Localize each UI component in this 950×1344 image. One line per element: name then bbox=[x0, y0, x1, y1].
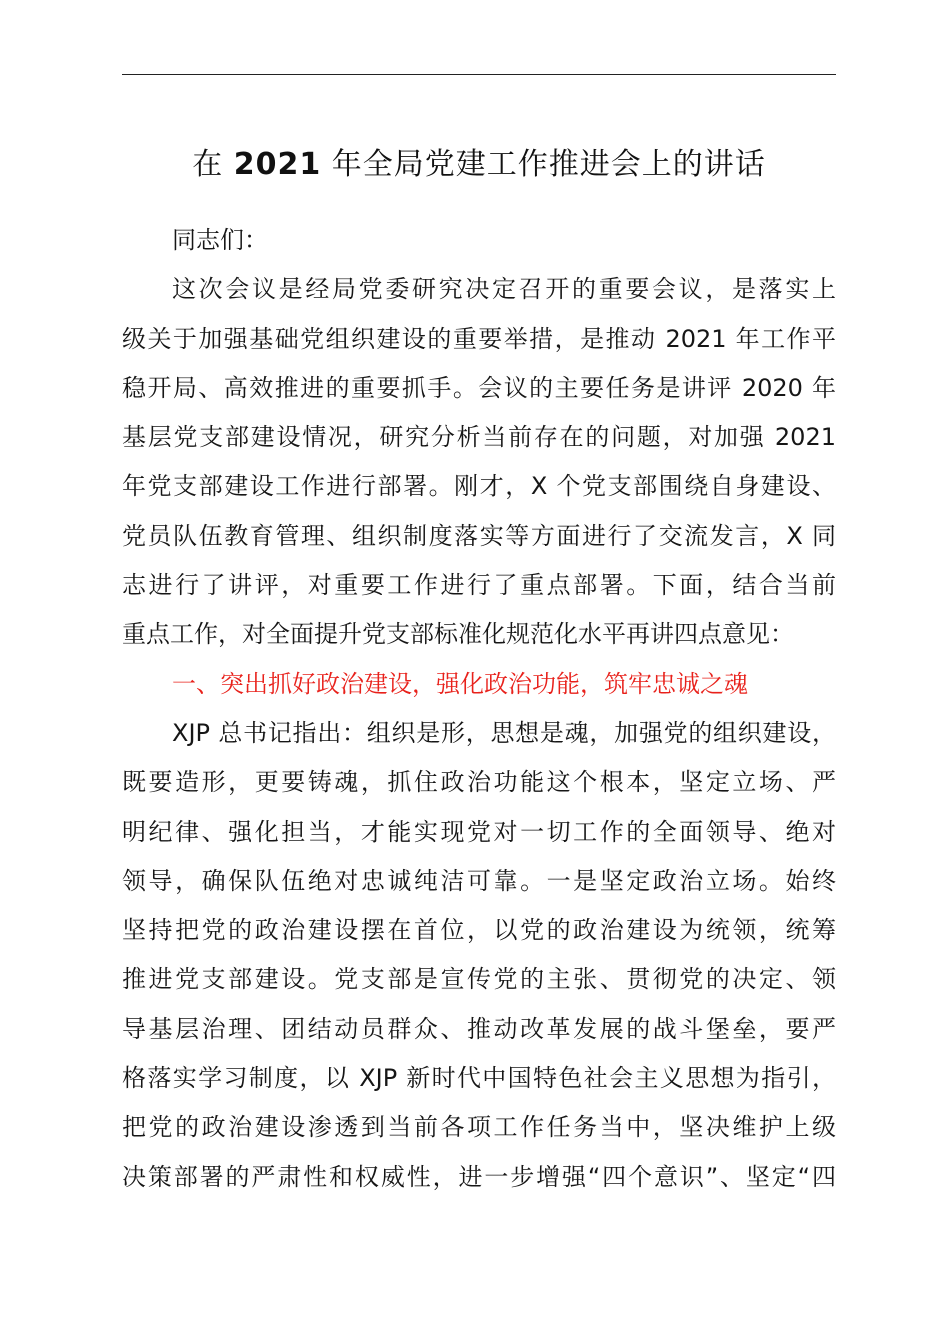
document-body bbox=[122, 216, 836, 1202]
paragraph-line: XJP 总书记指出：组织是形，思想是魂，加强党的组织建设， bbox=[172, 718, 836, 747]
title-suffix: 年全局党建工作推进会上的讲话 bbox=[331, 147, 766, 182]
paragraph-line: 年党支部建设工作进行部署。刚才，X 个党支部围绕自身建设、 bbox=[122, 472, 836, 501]
paragraph-line: 领导，确保队伍绝对忠诚纯洁可靠。一是坚定政治立场。始终 bbox=[122, 866, 836, 895]
paragraph-line: 重点工作，对全面提升党支部标准化规范化水平再讲四点意见： bbox=[122, 620, 794, 649]
paragraph-line: 决策部署的严肃性和权威性，进一步增强“四个意识”、坚定“四 bbox=[122, 1162, 836, 1191]
paragraph-line: 格落实学习制度，以 XJP 新时代中国特色社会主义思想为指引， bbox=[122, 1064, 836, 1093]
salutation: 同志们： bbox=[172, 226, 268, 254]
paragraph-line: 这次会议是经局党委研究决定召开的重要会议，是落实上 bbox=[172, 275, 836, 304]
paragraph-line: 明纪律、强化担当，才能实现党对一切工作的全面领导、绝对 bbox=[122, 817, 836, 846]
page-title bbox=[122, 138, 836, 192]
paragraph-line: 党员队伍教育管理、组织制度落实等方面进行了交流发言，X 同 bbox=[122, 521, 836, 550]
paragraph-line: 基层党支部建设情况，研究分析当前存在的问题，对加强 2021 bbox=[122, 423, 836, 452]
section-heading: 一、突出抓好政治建设，强化政治功能，筑牢忠诚之魂 bbox=[172, 669, 748, 698]
paragraph-line: 稳开局、高效推进的重要抓手。会议的主要任务是讲评 2020 年 bbox=[122, 373, 836, 402]
title-prefix: 在 bbox=[192, 147, 224, 182]
paragraph-line: 把党的政治建设渗透到当前各项工作任务当中，坚决维护上级 bbox=[122, 1113, 836, 1142]
header-rule bbox=[122, 74, 836, 75]
paragraph-line: 级关于加强基础党组织建设的重要举措，是推动 2021 年工作平 bbox=[122, 324, 836, 353]
paragraph-line: 坚持把党的政治建设摆在首位，以党的政治建设为统领，统筹 bbox=[122, 916, 836, 945]
title-year: 2021 bbox=[233, 147, 322, 182]
paragraph-line: 既要造形，更要铸魂，抓住政治功能这个根本，坚定立场、严 bbox=[122, 768, 836, 797]
paragraph-line: 导基层治理、团结动员群众、推动改革发展的战斗堡垒，要严 bbox=[122, 1014, 836, 1043]
paragraph-line: 志进行了讲评，对重要工作进行了重点部署。下面，结合当前 bbox=[122, 571, 836, 600]
paragraph-line: 推进党支部建设。党支部是宣传党的主张、贯彻党的决定、领 bbox=[122, 965, 836, 994]
